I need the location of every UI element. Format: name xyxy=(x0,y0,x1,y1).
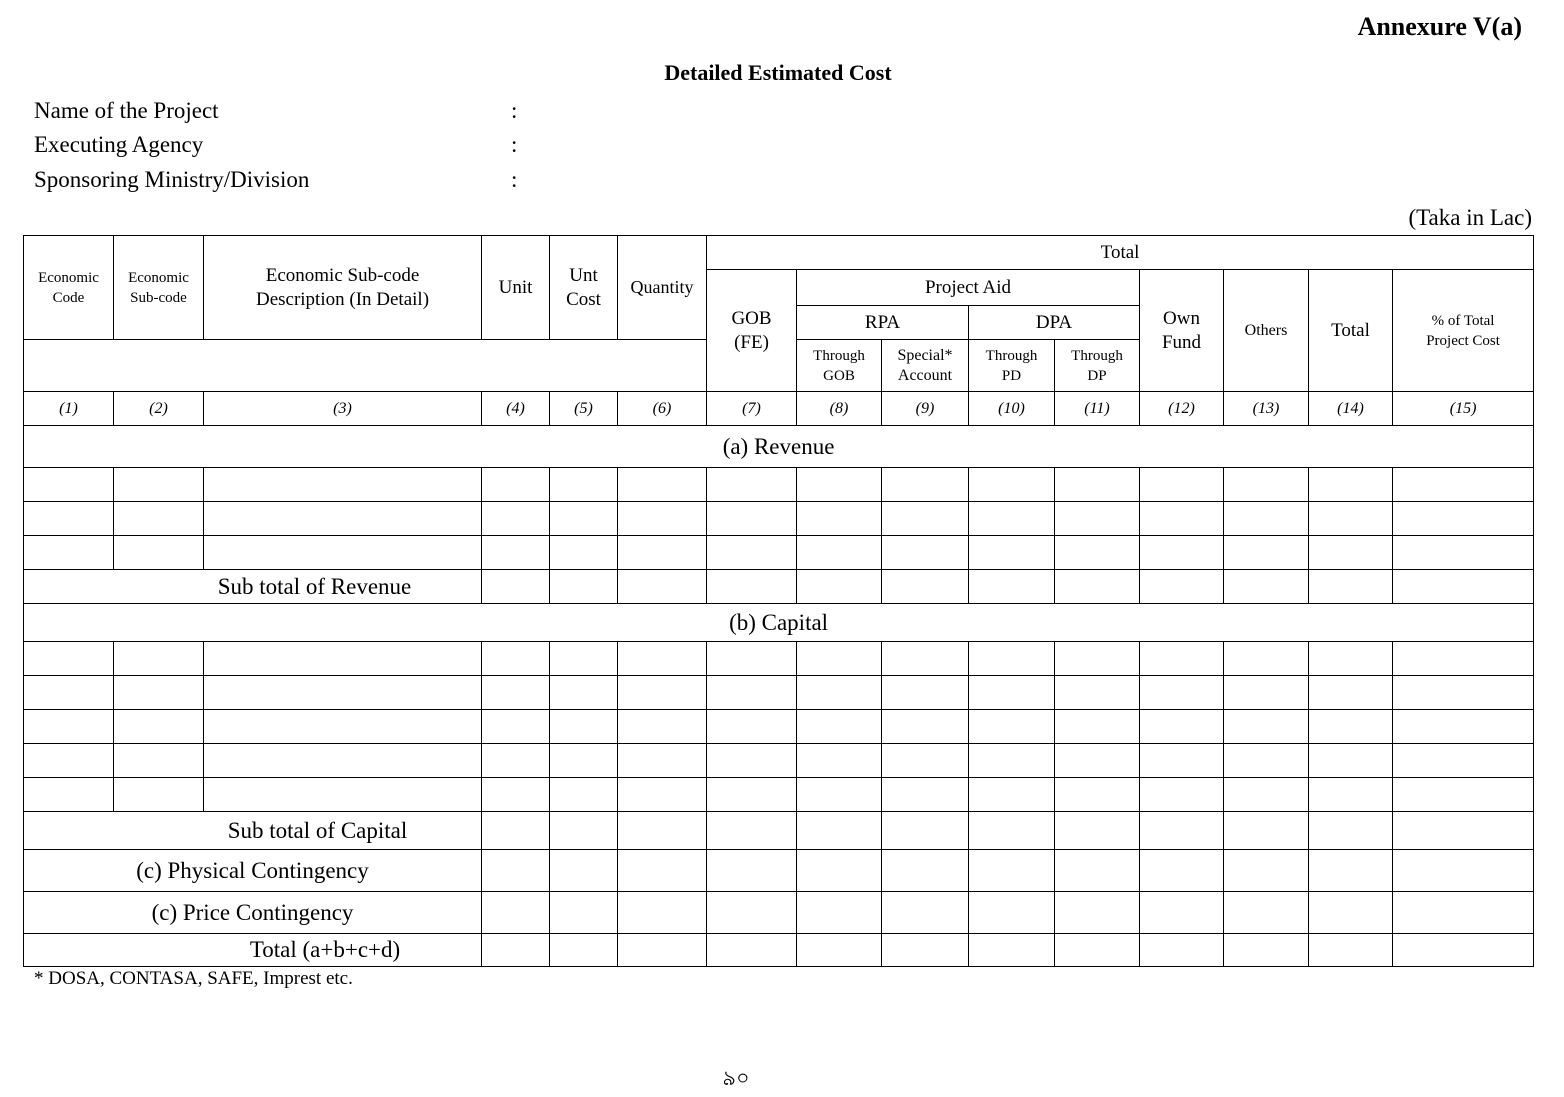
header-economic-code: Economic Code xyxy=(24,236,114,340)
header-gob: GOB (FE) xyxy=(707,270,797,392)
physical-contingency-label: (c) Physical Contingency xyxy=(24,850,482,892)
field-label-project-name: Name of the Project xyxy=(34,98,219,123)
table-row xyxy=(24,536,1534,570)
price-contingency-label: (c) Price Contingency xyxy=(24,892,482,934)
column-number: (15) xyxy=(1393,392,1534,426)
header-total-group: Total xyxy=(707,236,1534,270)
grand-total-label: Total (a+b+c+d) xyxy=(24,934,482,967)
units-note: (Taka in Lac) xyxy=(1408,205,1532,230)
header-spacer xyxy=(24,340,707,392)
table-row xyxy=(24,710,1534,744)
column-number: (12) xyxy=(1140,392,1224,426)
field-label-executing-agency: Executing Agency xyxy=(34,132,204,157)
field-label-sponsoring-ministry: Sponsoring Ministry/Division xyxy=(34,167,310,192)
section-revenue: (a) Revenue xyxy=(24,426,1534,468)
header-unit-cost: Unt Cost xyxy=(550,236,618,340)
field-separator: : xyxy=(511,167,518,192)
page-number: ৯০ xyxy=(722,1066,750,1090)
column-number: (6) xyxy=(618,392,707,426)
section-capital: (b) Capital xyxy=(24,604,1534,642)
column-number: (4) xyxy=(482,392,550,426)
header-through-dp: Through DP xyxy=(1055,340,1140,392)
column-number: (11) xyxy=(1055,392,1140,426)
column-number: (1) xyxy=(24,392,114,426)
table-row xyxy=(24,468,1534,502)
column-number: (5) xyxy=(550,392,618,426)
column-number-row xyxy=(24,392,1534,426)
field-separator: : xyxy=(511,98,518,123)
column-number: (8) xyxy=(797,392,882,426)
column-number: (14) xyxy=(1309,392,1393,426)
table-row xyxy=(24,744,1534,778)
column-number: (13) xyxy=(1224,392,1309,426)
header-economic-subcode: Economic Sub-code xyxy=(114,236,204,340)
column-number: (9) xyxy=(882,392,969,426)
table-row xyxy=(24,778,1534,812)
header-dpa: DPA xyxy=(969,306,1140,340)
header-description: Economic Sub-code Description (In Detail) xyxy=(204,236,482,340)
header-pct-total: % of Total Project Cost xyxy=(1393,270,1534,392)
header-project-aid: Project Aid xyxy=(797,270,1140,306)
page-title: Detailed Estimated Cost xyxy=(664,60,892,85)
annexure-label: Annexure V(a) xyxy=(1357,12,1522,41)
header-others: Others xyxy=(1224,270,1309,392)
table-row xyxy=(24,502,1534,536)
table-row xyxy=(24,676,1534,710)
revenue-subtotal-label: Sub total of Revenue xyxy=(24,570,482,604)
header-quantity: Quantity xyxy=(618,236,707,340)
header-through-pd: Through PD xyxy=(969,340,1055,392)
cost-table xyxy=(23,235,1534,967)
header-rpa: RPA xyxy=(797,306,969,340)
header-special-account: Special* Account xyxy=(882,340,969,392)
capital-subtotal-label: Sub total of Capital xyxy=(24,812,482,850)
table-row xyxy=(24,642,1534,676)
footnote: * DOSA, CONTASA, SAFE, Imprest etc. xyxy=(34,968,353,989)
header-unit: Unit xyxy=(482,236,550,340)
header-total: Total xyxy=(1309,270,1393,392)
field-separator: : xyxy=(511,132,518,157)
column-number: (7) xyxy=(707,392,797,426)
column-number: (2) xyxy=(114,392,204,426)
column-number: (10) xyxy=(969,392,1055,426)
header-through-gob: Through GOB xyxy=(797,340,882,392)
header-own-fund: Own Fund xyxy=(1140,270,1224,392)
column-number: (3) xyxy=(204,392,482,426)
